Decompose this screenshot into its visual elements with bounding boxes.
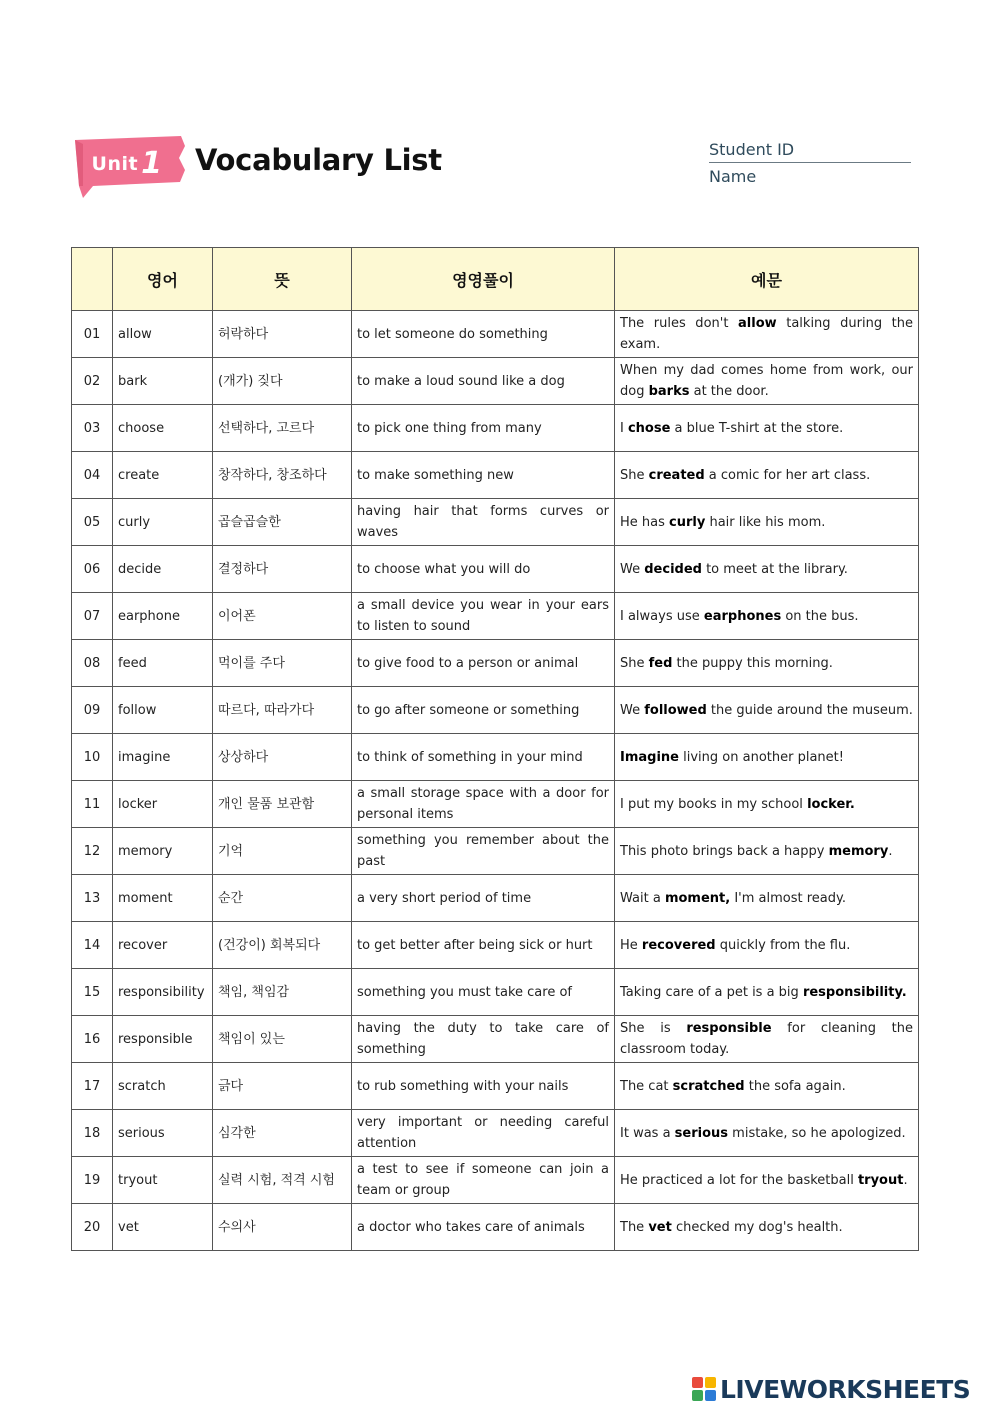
example-text: He (620, 937, 642, 953)
example-text: The rules don't (620, 316, 739, 331)
row-word: bark (113, 358, 213, 405)
row-example (615, 781, 919, 828)
table-row (72, 452, 919, 499)
row-number: 11 (72, 781, 113, 828)
row-definition: to make a loud sound like a dog (352, 358, 615, 405)
example-text: I always use (620, 608, 704, 624)
example-text: She (620, 655, 649, 671)
table-row (72, 875, 919, 922)
example-keyword: earphones (703, 608, 782, 624)
row-meaning: 실력 시험, 적격 시험 (213, 1157, 352, 1204)
row-definition: to pick one thing from many (352, 405, 615, 452)
table-row (72, 1204, 919, 1251)
example-keyword: serious (674, 1125, 729, 1141)
example-keyword: allow (738, 316, 777, 331)
example-text: . (888, 843, 893, 859)
example-keyword: curly (669, 514, 706, 530)
table-row (72, 828, 919, 875)
example-text: It was a (620, 1125, 675, 1141)
example-text: quickly from the flu. (715, 937, 851, 953)
row-number: 10 (72, 734, 113, 781)
row-definition: something you remember about the past (352, 828, 615, 875)
row-number: 19 (72, 1157, 113, 1204)
example-text: The (620, 1219, 649, 1235)
table-row (72, 1063, 919, 1110)
row-meaning: 순간 (213, 875, 352, 922)
logo-square-green (692, 1390, 703, 1401)
row-word: tryout (113, 1157, 213, 1204)
table-header-row (72, 248, 919, 311)
example-text: He practiced a lot for the basketball (620, 1172, 858, 1188)
example-keyword: tryout (857, 1172, 904, 1188)
example-text: He has (620, 514, 670, 530)
example-text: Taking care of a pet is a big (620, 984, 803, 1000)
row-number: 13 (72, 875, 113, 922)
row-meaning: 따르다, 따라가다 (213, 687, 352, 734)
row-meaning: (건강이) 회복되다 (213, 922, 352, 969)
row-meaning: 선택하다, 고르다 (213, 405, 352, 452)
unit-badge (73, 136, 185, 188)
example-keyword: vet (648, 1219, 672, 1235)
row-definition: to go after someone or something (352, 687, 615, 734)
unit-word: Unit (91, 153, 139, 175)
table-row (72, 593, 919, 640)
row-example (615, 687, 919, 734)
row-definition: a test to see if someone can join a team or group (352, 1157, 615, 1204)
example-text: Wait a (620, 890, 665, 906)
row-definition: having the duty to take care of something (352, 1016, 615, 1063)
example-text: hair like his mom. (705, 514, 826, 530)
row-definition: to rub something with your nails (352, 1063, 615, 1110)
row-definition: to choose what you will do (352, 546, 615, 593)
table-row (72, 969, 919, 1016)
table-body (72, 311, 919, 1251)
row-meaning: 허락하다 (213, 311, 352, 358)
row-meaning: 심각한 (213, 1110, 352, 1157)
row-meaning: 개인 물품 보관함 (213, 781, 352, 828)
table-row (72, 1110, 919, 1157)
example-keyword: locker. (807, 796, 855, 812)
row-example (615, 452, 919, 499)
row-word: feed (113, 640, 213, 687)
example-keyword: created (648, 467, 705, 483)
example-text: the guide around the museum. (706, 702, 913, 718)
example-text: the puppy this morning. (672, 655, 833, 671)
example-text: . (903, 1172, 908, 1188)
row-word: scratch (113, 1063, 213, 1110)
example-text: talking during the exam. (620, 316, 913, 352)
row-number: 07 (72, 593, 113, 640)
example-text: at the door. (689, 384, 769, 399)
row-meaning: 상상하다 (213, 734, 352, 781)
row-meaning: 이어폰 (213, 593, 352, 640)
example-text: This photo brings back a happy (620, 843, 829, 859)
row-example (615, 922, 919, 969)
row-example (615, 593, 919, 640)
header-definition: 영영풀이 (352, 248, 615, 311)
table-row (72, 311, 919, 358)
row-word: responsibility (113, 969, 213, 1016)
row-definition: a small storage space with a door for personal items (352, 781, 615, 828)
row-word: recover (113, 922, 213, 969)
example-text: I'm almost ready. (730, 890, 846, 906)
row-example (615, 969, 919, 1016)
row-number: 01 (72, 311, 113, 358)
table-row (72, 499, 919, 546)
row-number: 04 (72, 452, 113, 499)
row-meaning: (개가) 짖다 (213, 358, 352, 405)
logo-text: LIVEWORKSHEETS (720, 1374, 971, 1404)
example-text: to meet at the library. (701, 561, 848, 577)
row-example (615, 311, 919, 358)
example-keyword: chose (627, 420, 671, 436)
example-keyword: Imagine (620, 749, 679, 765)
header-meaning: 뜻 (213, 248, 352, 311)
example-keyword: recovered (641, 937, 716, 953)
row-number: 17 (72, 1063, 113, 1110)
row-definition: a very short period of time (352, 875, 615, 922)
table-row (72, 922, 919, 969)
row-definition: to let someone do something (352, 311, 615, 358)
row-word: serious (113, 1110, 213, 1157)
page-title: Vocabulary List (195, 143, 442, 177)
row-number: 15 (72, 969, 113, 1016)
example-keyword: responsible (686, 1021, 772, 1036)
example-text: a blue T-shirt at the store. (670, 420, 844, 436)
example-keyword: fed (648, 655, 673, 671)
row-word: decide (113, 546, 213, 593)
row-word: choose (113, 405, 213, 452)
table-row (72, 781, 919, 828)
example-text: The cat (620, 1078, 673, 1094)
row-word: follow (113, 687, 213, 734)
example-keyword: decided (644, 561, 702, 577)
row-meaning: 책임, 책임감 (213, 969, 352, 1016)
example-text: I (620, 420, 628, 436)
row-definition: to give food to a person or animal (352, 640, 615, 687)
example-text: a comic for her art class. (704, 467, 871, 483)
header-example: 예문 (615, 248, 919, 311)
example-keyword: barks (648, 384, 690, 399)
table-row (72, 687, 919, 734)
example-text: When my dad comes home from work, our dog (620, 363, 913, 399)
logo-square-yellow (705, 1377, 716, 1388)
table-row (72, 358, 919, 405)
row-number: 03 (72, 405, 113, 452)
logo-mark-icon (692, 1377, 716, 1401)
example-text: I put my books in my school (620, 796, 808, 812)
table-row (72, 734, 919, 781)
row-meaning: 먹이를 주다 (213, 640, 352, 687)
table-row (72, 640, 919, 687)
row-definition: having hair that forms curves or waves (352, 499, 615, 546)
table-row (72, 1016, 919, 1063)
example-keyword: memory (828, 843, 889, 859)
example-text: She (620, 467, 649, 483)
row-example (615, 1157, 919, 1204)
row-number: 05 (72, 499, 113, 546)
table-row (72, 1157, 919, 1204)
logo-square-red (692, 1377, 703, 1388)
row-example (615, 499, 919, 546)
row-meaning: 결정하다 (213, 546, 352, 593)
row-number: 08 (72, 640, 113, 687)
row-word: create (113, 452, 213, 499)
unit-number: 1 (141, 146, 163, 181)
example-keyword: responsibility. (802, 984, 907, 1000)
header-english: 영어 (113, 248, 213, 311)
row-definition: to think of something in your mind (352, 734, 615, 781)
example-text: the sofa again. (744, 1078, 846, 1094)
row-example (615, 640, 919, 687)
row-example (615, 1204, 919, 1251)
example-text: on the bus. (781, 608, 859, 624)
table-row (72, 405, 919, 452)
row-word: memory (113, 828, 213, 875)
row-word: responsible (113, 1016, 213, 1063)
logo-square-blue (705, 1390, 716, 1401)
row-meaning: 책임이 있는 (213, 1016, 352, 1063)
row-example (615, 828, 919, 875)
row-example (615, 546, 919, 593)
row-definition: very important or needing careful attention (352, 1110, 615, 1157)
example-text: She is (620, 1021, 687, 1036)
student-info (709, 140, 911, 186)
row-meaning: 기억 (213, 828, 352, 875)
row-number: 02 (72, 358, 113, 405)
row-definition: to make something new (352, 452, 615, 499)
row-definition: to get better after being sick or hurt (352, 922, 615, 969)
row-example (615, 358, 919, 405)
example-keyword: followed (644, 702, 707, 718)
row-meaning: 긁다 (213, 1063, 352, 1110)
example-text: We (620, 561, 645, 577)
vocabulary-table (71, 247, 919, 1251)
row-example (615, 734, 919, 781)
row-example (615, 1016, 919, 1063)
example-text: We (620, 702, 645, 718)
row-word: earphone (113, 593, 213, 640)
row-meaning: 창작하다, 창조하다 (213, 452, 352, 499)
name-label[interactable]: Name (709, 167, 757, 186)
example-keyword: scratched (672, 1078, 745, 1094)
example-text: checked my dog's health. (671, 1219, 843, 1235)
row-number: 18 (72, 1110, 113, 1157)
row-definition: something you must take care of (352, 969, 615, 1016)
example-text: living on another planet! (679, 749, 844, 765)
table-row (72, 546, 919, 593)
row-example (615, 405, 919, 452)
header-number (72, 248, 113, 311)
row-definition: a small device you wear in your ears to listen to sound (352, 593, 615, 640)
row-word: vet (113, 1204, 213, 1251)
unit-label (73, 146, 181, 181)
row-number: 16 (72, 1016, 113, 1063)
student-id-label[interactable]: Student ID (709, 140, 911, 163)
example-text: mistake, so he apologized. (728, 1125, 906, 1141)
row-number: 06 (72, 546, 113, 593)
row-meaning: 수의사 (213, 1204, 352, 1251)
row-number: 14 (72, 922, 113, 969)
row-word: moment (113, 875, 213, 922)
row-example (615, 1063, 919, 1110)
row-word: allow (113, 311, 213, 358)
row-word: locker (113, 781, 213, 828)
example-text: for cleaning the classroom today. (620, 1021, 913, 1057)
row-example (615, 875, 919, 922)
row-word: imagine (113, 734, 213, 781)
row-definition: a doctor who takes care of animals (352, 1204, 615, 1251)
row-word: curly (113, 499, 213, 546)
row-number: 09 (72, 687, 113, 734)
row-meaning: 곱슬곱슬한 (213, 499, 352, 546)
liveworksheets-logo (692, 1374, 970, 1404)
row-number: 12 (72, 828, 113, 875)
row-number: 20 (72, 1204, 113, 1251)
example-keyword: moment, (664, 890, 731, 906)
row-example (615, 1110, 919, 1157)
